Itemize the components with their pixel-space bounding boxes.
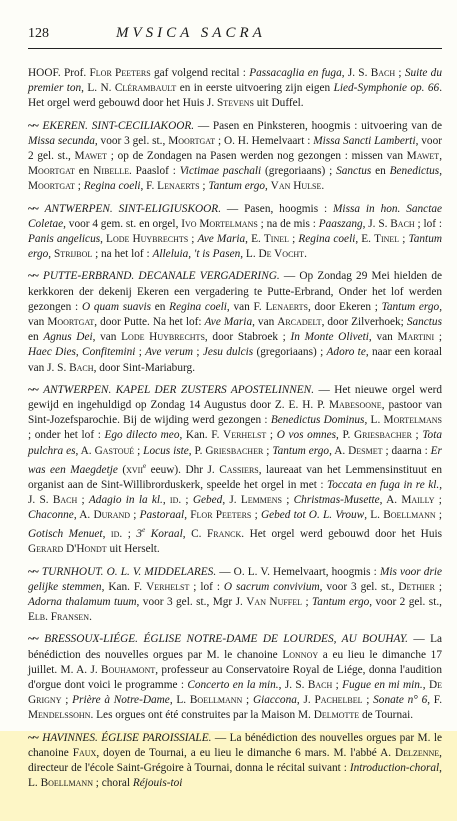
entry-text: TURNHOUT. O. L. V. MIDDELARES. — O. L. V. Hemelvaart, hoogmis : Mis voor drie gelijke stemmen, Kan. F. Verhelst ; lof : O sacrum convivium, voor 3 gel. st., Dethier ; Adorna thalamum tuum, voor 3 gel. st., Mgr J. Van Nuffel ; Tantum ergo, voor 2 gel. st., Elb. Fransen.	[28, 565, 443, 624]
entry-text: ANTWERPEN. KAPEL DER ZUSTERS APOSTELINNEN. — Het nieuwe orgel werd gewijd en ingehuldigd op Zondag 14 Augustus door Z. E. H. P. Mabesoone, pastoor van Sint-Jozefsparochie. Bij de wijding werd gezongen : Benedictus Dominus, L. Mortelmans ; onder het lof : Ego dilecto meo, Kan. F. Verhelst ; O vos omnes, P. Griesbacher ; Tota pulchra es, A. Gastoué ; Locus iste, P. Griesbacher ; Tantum ergo, A. Desmet ; daarna : Er was een Maegdetje (xvii$^e$ eeuw). Dhr J. Cassiers, laureaat van het Lemmensinstituut en organist aan de Sint-Willibrorduskerk, speelde het orgel in met : Toccata en fuga in re kl., J. S. Bach ; Adagio in la kl., id. ; Gebed, J. Lemmens ; Christmas-Musette, A. Mailly ; Chaconne, A. Durand ; Pastoraal, Flor Peeters ; Gebed tot O. L. Vrouw, L. Boellmann ; Gotisch Menuet, id. ; 3e Koraal, C. Franck. Het orgel werd gebouwd door het Huis Gerard D'Hondt uit Herselt.	[28, 383, 443, 556]
report-entry	[28, 565, 442, 626]
report-entry	[28, 66, 442, 112]
section-ornament: ~~	[28, 119, 41, 132]
entry-text: ANTWERPEN. SINT-ELIGIUSKOOR. — Pasen, hoogmis : Missa in hon. Sanctae Coletae, voor 4 gem. st. en orgel, Ivo Mortelmans ; na de mis : Paaszang, J. S. Bach ; lof : Panis angelicus, Lode Huybrechts ; Ave Maria, E. Tinel ; Regina coeli, E. Tinel ; Tantum ergo, Strijbol ; na het lof : Alleluia, 't is Pasen, L. De Vocht.	[28, 202, 443, 261]
entry-text: PUTTE-ERBRAND. DECANALE VERGADERING. — Op Zondag 29 Mei hielden de kerkkoren der dekenij Ekeren een vergadering te Putte-Erbrand, Onder het lof werden gezongen : O quam suavis en Regina coeli, van F. Lenaerts, door Ekeren ; Tantum ergo, van Moortgat, door Putte. Na het lof: Ave Maria, van Arcadelt, door Zilverhoek; Sanctus en Agnus Dei, van Lode Huybrechts, door Stabroek ; In Monte Oliveti, van Martini ; Haec Dies, Confitemini ; Ave verum ; Jesu dulcis (gregoriaans) ; Adoro te, naar een koraal van J. S. Bach, door Sint-Mariaburg.	[28, 270, 443, 374]
report-entry	[28, 202, 442, 263]
article-body	[28, 66, 442, 821]
section-ornament: ~~	[28, 633, 43, 646]
entry-text: HAVINNES. ÉGLISE PAROISSIALE. — La bénédiction des nouvelles orgues par M. le chanoine Faux, doyen de Tournai, a eu lieu le dimanche 6 mars. M. l'abbé A. Delzenne, directeur de l'école Saint-Grégoire à Tournai, donna le récital suivant : Introduction-choral, L. Boellmann ; choral Réjouis-toi	[28, 731, 442, 790]
highlighted-report-entry	[0, 731, 457, 821]
report-entry	[28, 383, 442, 558]
report-entry	[28, 632, 442, 723]
report-entry	[28, 119, 442, 195]
running-head: MVSICA SACRA	[116, 25, 266, 41]
entry-text: EKEREN. SINT-CECILIAKOOR. — Pasen en Pinksteren, hoogmis : uitvoering van de Missa secunda, voor 3 gel. st., Moortgat ; O. H. Hemelvaart : Missa Sancti Lamberti, voor 2 gel. st., Mawet ; op de Zondagen na Pasen werden nog gezongen : missen van Mawet, Moortgat en Nibelle. Paaslof : Victimae paschali (gregoriaans) ; Sanctus en Benedictus, Moortgat ; Regina coeli, F. Lenaerts ; Tantum ergo, Van Hulse.	[28, 119, 443, 193]
page-number: 128	[28, 26, 49, 41]
section-ornament: ~~	[28, 383, 42, 396]
section-ornament: ~~	[28, 565, 40, 578]
report-entry	[28, 269, 442, 375]
entry-text: BRESSOUX-LIÉGE. ÉGLISE NOTRE-DAME DE LOURDES, AU BOUHAY. — La bénédiction des nouvelles orgues par M. le chanoine Lonnoy a eu lieu le dimanche 17 juillet. M. A. J. Bouhamont, professeur au Conservatoire Royal de Liége, donna l'audition d'orgue dont voici le programme : Concerto en la min., J. S. Bach ; Fugue en mi min., De Grigny ; Prière à Notre-Dame, L. Boellmann ; Giaccona, J. Pachelbel ; Sonate n° 6, F. Mendelssohn. Les orgues ont été construites par la Maison M. Delmotte de Tournai.	[28, 633, 443, 722]
section-ornament: ~~	[28, 202, 43, 215]
entry-text: HOOF. Prof. Flor Peeters gaf volgend recital : Passacaglia en fuga, J. S. Bach ; Suite du premier ton, L. N. Clérambault en in eerste uitvoering zijn eigen Lied-Symphonie op. 66. Het orgel werd gebouwd door het Huis J. Stevens uit Duffel.	[28, 67, 443, 110]
section-ornament: ~~	[28, 270, 41, 283]
section-ornament: ~~	[28, 731, 41, 744]
page-header	[28, 24, 442, 49]
